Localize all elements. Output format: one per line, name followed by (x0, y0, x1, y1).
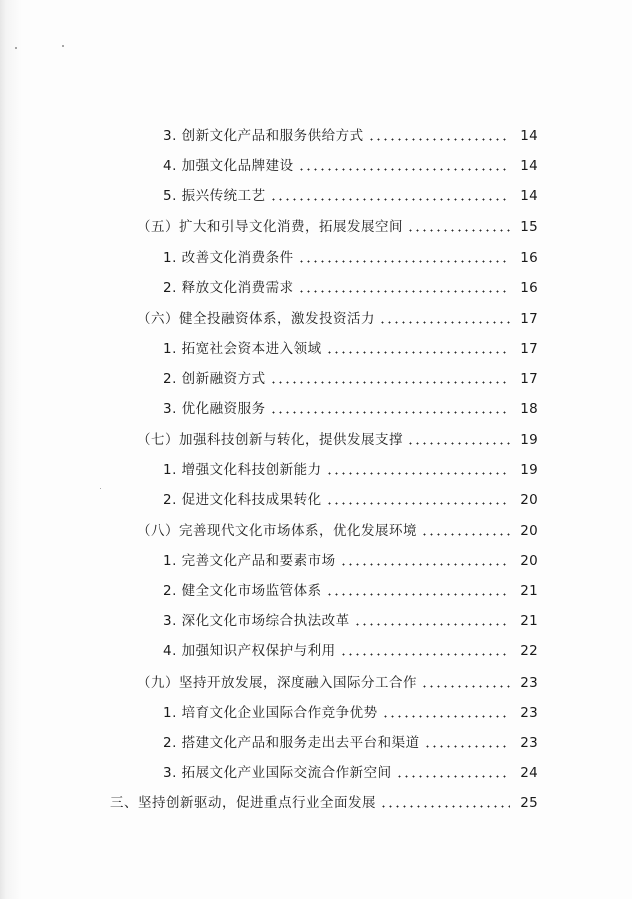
dot-leader (298, 168, 510, 171)
toc-entry-title: （六）健全投融资体系，激发投资活力 (137, 311, 375, 327)
toc-entry-page: 21 (520, 613, 538, 629)
toc-entry-title: 2. 创新融资方式 (163, 371, 266, 387)
toc-entry-title: 4. 加强知识产权保护与利用 (163, 643, 336, 659)
toc-entry-page: 19 (520, 432, 538, 448)
toc-entry[interactable] (163, 551, 538, 571)
toc-entry-page: 14 (520, 158, 538, 174)
toc-entry-page: 24 (520, 765, 538, 781)
dot-leader (298, 260, 510, 263)
toc-entry[interactable] (163, 126, 538, 146)
toc-entry-page: 14 (520, 128, 538, 144)
toc-entry-page: 17 (520, 341, 538, 357)
toc-entry-title: 2. 健全文化市场监管体系 (163, 583, 322, 599)
toc-entry-title: 3. 拓展文化产业国际交流合作新空间 (163, 765, 392, 781)
toc-entry-page: 22 (520, 643, 538, 659)
toc-entry-page: 16 (520, 250, 538, 266)
toc-entry-page: 25 (520, 795, 538, 811)
toc-entry-title: （七）加强科技创新与转化，提供发展支撑 (137, 432, 403, 448)
toc-entry-title: 5. 振兴传统工艺 (163, 188, 266, 204)
toc-entry[interactable] (163, 763, 538, 783)
toc-entry[interactable] (163, 703, 538, 723)
dot-leader (380, 805, 510, 808)
toc-entry-page: 18 (520, 401, 538, 417)
toc-entry[interactable] (110, 793, 538, 813)
toc-entry-title: 1. 拓宽社会资本进入领域 (163, 341, 322, 357)
dot-leader (326, 472, 510, 475)
toc-entry-title: （九）坚持开放发展，深度融入国际分工合作 (137, 675, 417, 691)
dot-leader (354, 623, 510, 626)
dot-leader (382, 715, 510, 718)
toc-entry[interactable] (163, 278, 538, 298)
toc-entry-page: 17 (520, 371, 538, 387)
toc-entry-page: 21 (520, 583, 538, 599)
dot-leader (421, 685, 510, 688)
toc-entry-page: 17 (520, 311, 538, 327)
toc-entry-title: 2. 搭建文化产品和服务走出去平台和渠道 (163, 735, 420, 751)
scan-speck (62, 45, 64, 47)
dot-leader (270, 198, 510, 201)
toc-entry-title: 3. 创新文化产品和服务供给方式 (163, 128, 364, 144)
toc-entry-page: 20 (520, 492, 538, 508)
toc-entry-page: 20 (520, 523, 538, 539)
dot-leader (407, 442, 510, 445)
toc-entry[interactable] (137, 217, 538, 237)
scan-edge-shadow (0, 0, 22, 899)
toc-entry[interactable] (163, 339, 538, 359)
dot-leader (340, 563, 510, 566)
toc-entry-title: （八）完善现代文化市场体系，优化发展环境 (137, 523, 417, 539)
toc-entry-title: 1. 完善文化产品和要素市场 (163, 553, 336, 569)
toc-entry-title: 1. 改善文化消费条件 (163, 250, 294, 266)
toc-entry[interactable] (163, 490, 538, 510)
toc-entry-title: 2. 释放文化消费需求 (163, 280, 294, 296)
toc-entry-title: 2. 促进文化科技成果转化 (163, 492, 322, 508)
dot-leader (326, 593, 510, 596)
toc-entry-title: 1. 增强文化科技创新能力 (163, 462, 322, 478)
toc-entry[interactable] (163, 186, 538, 206)
dot-leader (396, 775, 510, 778)
dot-leader (379, 321, 510, 324)
toc-entry-page: 16 (520, 280, 538, 296)
scan-speck (15, 47, 17, 49)
toc-entry[interactable] (137, 673, 538, 693)
toc-entry[interactable] (137, 430, 538, 450)
toc-entry-page: 23 (520, 705, 538, 721)
dot-leader (326, 502, 510, 505)
toc-entry-title: （五）扩大和引导文化消费，拓展发展空间 (137, 219, 403, 235)
toc-entry-title: 3. 深化文化市场综合执法改革 (163, 613, 350, 629)
toc-entry[interactable] (137, 309, 538, 329)
toc-entry[interactable] (137, 521, 538, 541)
toc-entry[interactable] (163, 156, 538, 176)
dot-leader (298, 290, 510, 293)
toc-entry[interactable] (163, 733, 538, 753)
scan-speck (100, 488, 101, 489)
toc-entry-title: 三、坚持创新驱动，促进重点行业全面发展 (110, 795, 376, 811)
toc-entry-title: 4. 加强文化品牌建设 (163, 158, 294, 174)
dot-leader (424, 745, 510, 748)
dot-leader (326, 351, 510, 354)
toc-entry-page: 23 (520, 735, 538, 751)
toc-entry-page: 19 (520, 462, 538, 478)
dot-leader (407, 229, 510, 232)
toc-entry-title: 3. 优化融资服务 (163, 401, 266, 417)
toc-entry-page: 23 (520, 675, 538, 691)
dot-leader (421, 533, 510, 536)
toc-entry[interactable] (163, 641, 538, 661)
toc-entry[interactable] (163, 369, 538, 389)
toc-entry[interactable] (163, 611, 538, 631)
toc-entry[interactable] (163, 399, 538, 419)
dot-leader (270, 411, 510, 414)
dot-leader (270, 381, 510, 384)
toc-entry-title: 1. 培育文化企业国际合作竞争优势 (163, 705, 378, 721)
toc-entry[interactable] (163, 581, 538, 601)
toc-entry-page: 14 (520, 188, 538, 204)
toc-entry[interactable] (163, 460, 538, 480)
dot-leader (368, 138, 510, 141)
dot-leader (340, 653, 510, 656)
toc-entry-page: 15 (520, 219, 538, 235)
toc-entry-page: 20 (520, 553, 538, 569)
toc-entry[interactable] (163, 248, 538, 268)
